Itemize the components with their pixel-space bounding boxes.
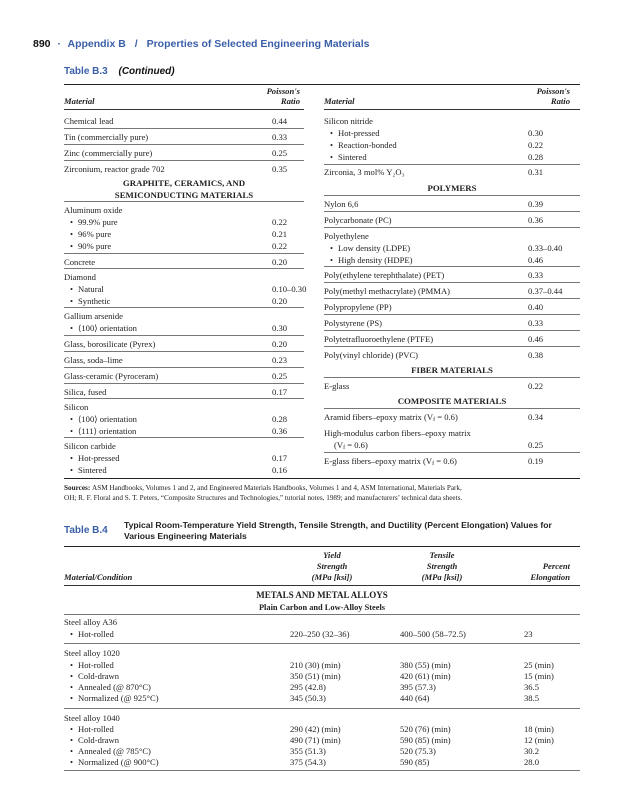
tensile-strength: 440 (64) — [400, 693, 430, 703]
alloy-name: Steel alloy A36 — [64, 617, 117, 627]
row-divider — [64, 643, 580, 644]
yield-strength: 295 (42.8) — [290, 682, 326, 692]
condition-bullet: • Hot-rolled — [78, 629, 114, 640]
table-b3-caption: (Continued) — [118, 66, 175, 77]
row-divider — [64, 383, 304, 384]
row-divider — [64, 160, 304, 161]
row-divider — [324, 227, 580, 228]
row-divider — [64, 144, 304, 145]
row-divider — [64, 437, 304, 438]
material-bullet: • Sintered — [338, 152, 367, 163]
material-name: Silica, fused — [64, 387, 107, 397]
poisson-value: 0.28 — [272, 414, 288, 424]
row-divider — [324, 452, 580, 453]
percent-elongation: 18 (min) — [524, 724, 554, 734]
material-bullet: • ⟨100⟩ orientation — [78, 414, 137, 425]
material-name: Chemical lead — [64, 116, 114, 126]
row-divider — [64, 335, 304, 336]
row-divider — [324, 298, 580, 299]
condition-bullet: • Hot-rolled — [78, 724, 114, 735]
table-b3-top-rule — [64, 84, 580, 85]
material-name: E-glass — [324, 381, 350, 391]
table-b3-label: Table B.3 — [64, 66, 108, 77]
material-name: Polytetrafluoroethylene (PTFE) — [324, 334, 434, 344]
section-heading: POLYMERS — [427, 183, 477, 193]
poisson-value: 0.17 — [272, 453, 288, 463]
material-name: Gallium arsenide — [64, 311, 123, 321]
col-tensile-3: (MPa [ksi]) — [421, 572, 463, 582]
table-b3-bottom-rule — [64, 478, 580, 479]
condition-bullet: • Cold-drawn — [78, 671, 119, 682]
material-bullet: • Synthetic — [78, 296, 110, 307]
yield-strength: 490 (71) (min) — [290, 735, 341, 745]
yield-strength: 375 (54.3) — [290, 757, 326, 767]
header-slash: / — [134, 38, 138, 50]
running-header — [33, 38, 370, 50]
yield-strength: 290 (42) (min) — [290, 724, 341, 734]
poisson-value: 0.22 — [272, 217, 288, 227]
alloy-name: Steel alloy 1020 — [64, 648, 120, 658]
percent-elongation: 28.0 — [524, 757, 540, 767]
poisson-value: 0.46 — [528, 255, 544, 265]
sources-note-line2: OH; R. F. Floral and S. T. Peters, “Composite Structures and Technologies,” tutorial notes, 1989; and manufacturers’ technical data sheets. — [64, 494, 463, 502]
poisson-value: 0.10–0.30 — [272, 284, 307, 294]
row-divider — [324, 195, 580, 196]
table-b4-section: METALS AND METAL ALLOYS — [256, 590, 388, 600]
poisson-value: 0.28 — [528, 152, 544, 162]
condition-bullet: • Cold-drawn — [78, 735, 119, 746]
percent-elongation: 38.5 — [524, 693, 540, 703]
row-divider — [324, 282, 580, 283]
row-divider — [64, 201, 304, 202]
material-name: Zirconia, 3 mol% Y₂O₃ — [324, 167, 405, 177]
yield-strength: 345 (50.3) — [290, 693, 326, 703]
col-poisson-left-1: Poisson's — [266, 86, 300, 96]
material-name: Glass, soda–lime — [64, 355, 123, 365]
tensile-strength: 520 (75.3) — [400, 746, 436, 756]
row-divider — [64, 253, 304, 254]
row-divider — [324, 314, 580, 315]
poisson-value: 0.23 — [272, 355, 288, 365]
poisson-value: 0.34 — [528, 412, 544, 422]
poisson-value: 0.31 — [528, 167, 544, 177]
material-name: Polystyrene (PS) — [324, 318, 383, 328]
material-name: Tin (commercially pure) — [64, 132, 149, 142]
condition-bullet: • Normalized (@ 925°C) — [78, 693, 159, 704]
poisson-value: 0.33 — [528, 318, 544, 328]
alloy-name: Steel alloy 1040 — [64, 713, 120, 723]
section-heading: GRAPHITE, CERAMICS, AND — [122, 178, 246, 188]
material-name: Poly(methyl methacrylate) (PMMA) — [324, 286, 451, 296]
header-title: Properties of Selected Engineering Materials — [146, 38, 370, 50]
col-poisson-right-2: Ratio — [550, 96, 570, 106]
row-divider — [324, 408, 580, 409]
table-b4-top-rule — [64, 546, 580, 547]
material-name: Glass, borosilicate (Pyrex) — [64, 339, 156, 349]
poisson-value: 0.38 — [528, 350, 544, 360]
poisson-value: 0.22 — [528, 140, 544, 150]
percent-elongation: 12 (min) — [524, 735, 554, 745]
row-divider — [324, 211, 580, 212]
poisson-value: 0.20 — [272, 296, 288, 306]
table-b3-header-rule-right — [324, 109, 580, 110]
poisson-value: 0.19 — [528, 456, 544, 466]
material-name: Polycarbonate (PC) — [324, 215, 392, 225]
material-name: High-modulus carbon fibers–epoxy matrix — [324, 428, 471, 438]
page-number: 890 — [33, 38, 51, 50]
material-name-cont: $(V_f = 0.6)$ — [334, 440, 368, 451]
row-divider — [64, 367, 304, 368]
poisson-value: 0.20 — [272, 339, 288, 349]
col-elong-2: Elongation — [530, 572, 570, 582]
tensile-strength: 420 (61) (min) — [400, 671, 451, 681]
table-b4-label: Table B.4 — [64, 525, 108, 536]
col-tensile-1: Tensile — [429, 550, 455, 560]
row-divider — [64, 351, 304, 352]
percent-elongation: 23 — [524, 629, 533, 639]
material-name: Zirconium, reactor grade 702 — [64, 164, 165, 174]
percent-elongation: 30.2 — [524, 746, 540, 756]
row-divider — [64, 708, 580, 709]
percent-elongation: 15 (min) — [524, 671, 554, 681]
poisson-value: 0.33 — [272, 132, 288, 142]
tensile-strength: 395 (57.3) — [400, 682, 436, 692]
col-material-left: Material — [64, 96, 95, 106]
poisson-value: 0.46 — [528, 334, 544, 344]
section-heading: COMPOSITE MATERIALS — [397, 396, 507, 406]
poisson-value: 0.35 — [272, 164, 288, 174]
table-b4-subsection: Plain Carbon and Low-Alloy Steels — [258, 603, 386, 612]
material-name: Poly(vinyl chloride) (PVC) — [324, 350, 419, 360]
row-divider — [324, 266, 580, 267]
material-name: Glass-ceramic (Pyroceram) — [64, 371, 159, 381]
tensile-strength: 400–500 (58–72.5) — [400, 629, 466, 639]
col-elong-1: Percent — [542, 561, 570, 571]
poisson-value: 0.20 — [272, 257, 288, 267]
material-name: Poly(ethylene terephthalate) (PET) — [324, 270, 445, 280]
sources-label: Sources: — [64, 484, 93, 492]
material-bullet: • 90% pure — [78, 241, 111, 252]
table-b3-header-rule-left — [64, 109, 304, 110]
poisson-value: 0.25 — [528, 440, 544, 450]
poisson-value: 0.25 — [272, 371, 288, 381]
material-name: Aluminum oxide — [64, 205, 123, 215]
poisson-value: 0.33 — [528, 270, 544, 280]
poisson-value: 0.16 — [272, 465, 288, 475]
section-heading: FIBER MATERIALS — [411, 365, 493, 375]
row-divider — [324, 377, 580, 378]
row-divider — [64, 307, 304, 308]
poisson-value: 0.33–0.40 — [528, 243, 563, 253]
yield-strength: 350 (51) (min) — [290, 671, 341, 681]
section-heading: SEMICONDUCTING MATERIALS — [114, 190, 254, 200]
row-divider — [64, 770, 580, 771]
col-poisson-left-2: Ratio — [280, 96, 300, 106]
poisson-value: 0.39 — [528, 199, 544, 209]
poisson-value: 0.30 — [272, 323, 288, 333]
material-bullet: • Hot-pressed — [338, 128, 380, 139]
tensile-strength: 380 (55) (min) — [400, 660, 451, 670]
col-yield-3: (MPa [ksi]) — [311, 572, 353, 582]
condition-bullet: • Normalized (@ 900°C) — [78, 757, 159, 768]
table-b4-title — [64, 520, 108, 538]
material-name: E-glass fibers–epoxy matrix $(V_f = 0.6)$ — [324, 456, 457, 467]
col-material-condition: Material/Condition — [64, 572, 133, 582]
col-poisson-right-1: Poisson's — [536, 86, 570, 96]
yield-strength: 355 (51.3) — [290, 746, 326, 756]
poisson-value: 0.17 — [272, 387, 288, 397]
col-yield-2: Strength — [316, 561, 348, 571]
material-name: Silicon — [64, 402, 89, 412]
condition-bullet: • Annealed (@ 870°C) — [78, 682, 151, 693]
col-material-right: Material — [324, 96, 355, 106]
col-tensile-2: Strength — [426, 561, 458, 571]
poisson-value: 0.30 — [528, 128, 544, 138]
sources-note-line1: Sources: ASM Handbooks, Volumes 1 and 2, and Engineered Materials Handbooks, Volumes 1 and 4, ASM International, Materials Park, — [64, 484, 462, 492]
poisson-value: 0.36 — [272, 426, 288, 436]
material-name: Diamond — [64, 272, 96, 282]
poisson-value: 0.22 — [528, 381, 544, 391]
material-name: Polypropylene (PP) — [324, 302, 392, 312]
col-yield-1: Yield — [323, 550, 341, 560]
material-bullet: • ⟨111⟩ orientation — [78, 426, 136, 437]
tensile-strength: 590 (85) (min) — [400, 735, 451, 745]
table-b3-title — [64, 66, 175, 77]
material-bullet: • High density (HDPE) — [338, 255, 412, 266]
material-bullet: • 99.9% pure — [78, 217, 118, 228]
tensile-strength: 520 (76) (min) — [400, 724, 451, 734]
row-divider — [324, 346, 580, 347]
header-separator: · — [57, 38, 61, 50]
material-name: Zinc (commercially pure) — [64, 148, 153, 158]
poisson-value: 0.40 — [528, 302, 544, 312]
material-bullet: • ⟨100⟩ orientation — [78, 323, 137, 334]
poisson-value: 0.37–0.44 — [528, 286, 563, 296]
percent-elongation: 36.5 — [524, 682, 540, 692]
poisson-value: 0.44 — [272, 116, 288, 126]
material-bullet: • 96% pure — [78, 229, 111, 240]
row-divider — [64, 268, 304, 269]
material-bullet: • Hot-pressed — [78, 453, 120, 464]
yield-strength: 210 (30) (min) — [290, 660, 341, 670]
material-name: Silicon carbide — [64, 441, 116, 451]
yield-strength: 220–250 (32–36) — [290, 629, 350, 639]
subsection-rule — [64, 614, 580, 615]
table-b4-header-rule — [64, 585, 580, 586]
material-name: Aramid fibers–epoxy matrix $(V_f = 0.6)$ — [324, 412, 458, 423]
poisson-value: 0.36 — [528, 215, 544, 225]
table-b4-caption-line1: Typical Room-Temperature Yield Strength, Tensile Strength, and Ductility (Percent Elongation) Values for — [124, 520, 552, 530]
row-divider — [64, 398, 304, 399]
row-divider — [324, 164, 580, 165]
material-name: Nylon 6,6 — [324, 199, 359, 209]
material-name: Silicon nitride — [324, 116, 373, 126]
row-divider — [64, 128, 304, 129]
material-bullet: • Reaction-bonded — [338, 140, 397, 151]
material-bullet: • Sintered — [78, 465, 107, 476]
material-name: Polyethylene — [324, 231, 369, 241]
material-bullet: • Low density (LDPE) — [338, 243, 410, 254]
table-b4-caption-line2: Various Engineering Materials — [124, 531, 247, 541]
row-divider — [324, 330, 580, 331]
condition-bullet: • Hot-rolled — [78, 660, 114, 671]
tensile-strength: 590 (85) — [400, 757, 430, 767]
material-bullet: • Natural — [78, 284, 104, 295]
poisson-value: 0.25 — [272, 148, 288, 158]
poisson-value: 0.22 — [272, 241, 288, 251]
appendix-label: Appendix B — [67, 38, 126, 50]
poisson-value: 0.21 — [272, 229, 288, 239]
material-name: Concrete — [64, 257, 96, 267]
condition-bullet: • Annealed (@ 785°C) — [78, 746, 151, 757]
percent-elongation: 25 (min) — [524, 660, 554, 670]
